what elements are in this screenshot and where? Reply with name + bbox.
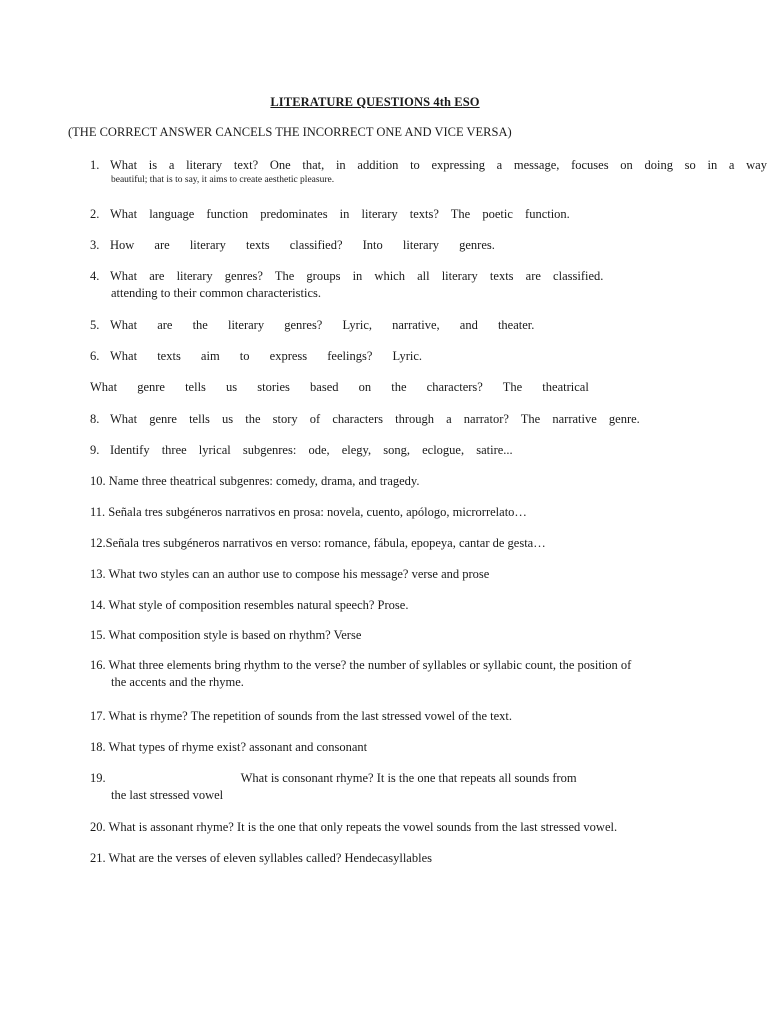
question-17 <box>90 708 512 725</box>
question-number: 18. <box>90 740 106 754</box>
question-text: What genre tells us the story of characters through a narrator? The narrative genre. <box>110 412 640 426</box>
question-text: What are literary genres? The groups in which all literary texts are classified. <box>110 269 604 283</box>
question-10 <box>90 473 420 490</box>
question-9 <box>90 442 513 459</box>
question-number: 14. <box>90 598 106 612</box>
question-number: 13. <box>90 567 106 581</box>
question-8 <box>90 411 640 428</box>
question-number: 9. <box>90 443 100 457</box>
question-number: 16. <box>90 658 106 672</box>
question-number: 11. <box>90 505 106 519</box>
question-4 <box>90 268 603 302</box>
question-number: 19. <box>90 771 106 785</box>
document-subtitle: (THE CORRECT ANSWER CANCELS THE INCORRECT ONE AND VICE VERSA) <box>68 125 512 139</box>
question-text: What composition style is based on rhythm? Verse <box>108 628 362 642</box>
question-continuation: the last stressed vowel <box>111 788 224 802</box>
question-text: What is consonant rhyme? It is the one that repeats all sounds from <box>240 771 577 785</box>
question-number: 2. <box>90 207 100 221</box>
question-number: 20. <box>90 820 106 834</box>
question-text: What genre tells us stories based on the characters? The theatrical <box>90 380 589 394</box>
question-text: What is assonant rhyme? It is the one that only repeats the vowel sounds from the last stressed vowel. <box>108 820 618 834</box>
question-number: 21. <box>90 851 106 865</box>
question-number: 6. <box>90 349 100 363</box>
question-text: What is rhyme? The repetition of sounds from the last stressed vowel of the text. <box>108 709 513 723</box>
question-text: What is a literary text? One that, in addition to expressing a message, focuses on doing so in a way <box>110 158 767 172</box>
question-14 <box>90 597 408 614</box>
question-number: 10. <box>90 474 106 488</box>
question-continuation: attending to their common characteristics. <box>111 286 321 300</box>
question-continuation: beautiful; that is to say, it aims to create aesthetic pleasure. <box>111 175 335 185</box>
question-19 <box>90 770 577 804</box>
question-20 <box>90 819 617 836</box>
question-7 <box>90 379 589 396</box>
question-21 <box>90 850 432 867</box>
question-text: What are the verses of eleven syllables called? Hendecasyllables <box>108 851 432 865</box>
question-number: 1. <box>90 158 100 172</box>
question-text: Name three theatrical subgenres: comedy, drama, and tragedy. <box>108 474 420 488</box>
question-number: 3. <box>90 238 100 252</box>
question-13 <box>90 566 489 583</box>
document-title: LITERATURE QUESTIONS 4th ESO <box>270 95 480 109</box>
question-text: What are the literary genres? Lyric, narrative, and theater. <box>110 318 535 332</box>
question-number: 5. <box>90 318 100 332</box>
question-11 <box>90 504 527 521</box>
question-3 <box>90 237 495 254</box>
question-text: What two styles can an author use to compose his message? verse and prose <box>108 567 490 581</box>
question-number: 12. <box>90 536 106 550</box>
question-text: What types of rhyme exist? assonant and consonant <box>108 740 368 754</box>
question-6 <box>90 348 422 365</box>
question-text: What style of composition resembles natural speech? Prose. <box>108 598 409 612</box>
question-number: 8. <box>90 412 100 426</box>
question-text: Señala tres subgéneros narrativos en verso: romance, fábula, epopeya, cantar de gesta… <box>105 536 546 550</box>
question-5 <box>90 317 534 334</box>
question-18 <box>90 739 367 756</box>
question-16 <box>90 657 631 691</box>
question-1 <box>90 157 767 187</box>
question-text: What texts aim to express feelings? Lyric. <box>110 349 423 363</box>
question-continuation: the accents and the rhyme. <box>111 675 244 689</box>
question-2 <box>90 206 570 223</box>
question-number: 17. <box>90 709 106 723</box>
question-number: 15. <box>90 628 106 642</box>
question-text: What language function predominates in literary texts? The poetic function. <box>110 207 570 221</box>
question-text: What three elements bring rhythm to the verse? the number of syllables or syllabic count, the position of <box>108 658 632 672</box>
question-text: Señala tres subgéneros narrativos en prosa: novela, cuento, apólogo, microrrelato… <box>108 505 527 519</box>
question-text: How are literary texts classified? Into literary genres. <box>110 238 495 252</box>
question-text: Identify three lyrical subgenres: ode, elegy, song, eclogue, satire... <box>110 443 513 457</box>
question-15 <box>90 627 361 644</box>
question-12 <box>90 535 546 552</box>
question-number: 4. <box>90 269 100 283</box>
